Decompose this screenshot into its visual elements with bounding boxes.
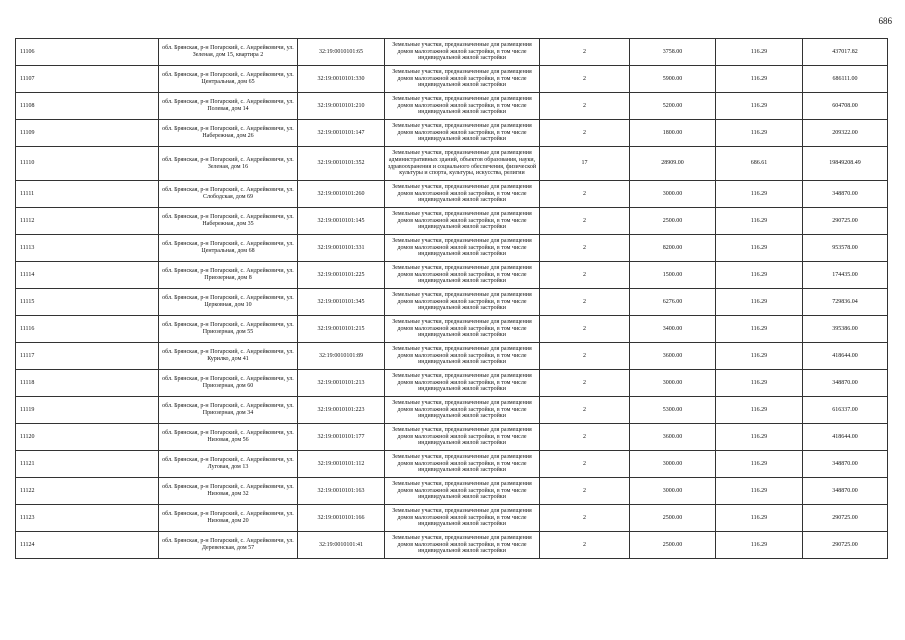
table-row (16, 397, 888, 424)
cadastral-value-cell: 953578.00 (803, 235, 888, 262)
table-row (16, 343, 888, 370)
group-cell: 2 (540, 181, 630, 208)
cadastral-number-cell: 32:19:0010101:352 (298, 147, 385, 181)
object-number-cell: 11120 (16, 424, 159, 451)
specific-value-cell: 116.29 (716, 343, 803, 370)
land-use-cell: Земельные участки, предназначенные для размещения домов малоэтажной жилой застройки, в том числе индивидуальной жилой застройки (385, 505, 540, 532)
land-use-cell: Земельные участки, предназначенные для размещения домов малоэтажной жилой застройки, в том числе индивидуальной жилой застройки (385, 66, 540, 93)
cadastral-number-cell: 32:19:0010101:223 (298, 397, 385, 424)
area-cell: 3600.00 (630, 343, 716, 370)
address-cell: обл. Брянская, р-н Погарский, с. Андрейковичи, ул. Деревенская, дом 57 (159, 532, 298, 559)
specific-value-cell: 116.29 (716, 424, 803, 451)
address-cell: обл. Брянская, р-н Погарский, с. Андрейковичи, ул. Полевая, дом 14 (159, 93, 298, 120)
object-number-cell: 11122 (16, 478, 159, 505)
table-row (16, 66, 888, 93)
address-cell: обл. Брянская, р-н Погарский, с. Андрейковичи, ул. Набережная, дом 26 (159, 120, 298, 147)
area-cell: 6276.00 (630, 289, 716, 316)
address-cell: обл. Брянская, р-н Погарский, с. Андрейковичи, ул. Набережная, дом 35 (159, 208, 298, 235)
specific-value-cell: 116.29 (716, 39, 803, 66)
cadastral-number-cell: 32:19:0010101:112 (298, 451, 385, 478)
specific-value-cell: 116.29 (716, 235, 803, 262)
group-cell: 2 (540, 262, 630, 289)
table-row (16, 289, 888, 316)
address-cell: обл. Брянская, р-н Погарский, с. Андрейковичи, ул. Центральная, дом 68 (159, 235, 298, 262)
table-row (16, 208, 888, 235)
group-cell: 17 (540, 147, 630, 181)
land-use-cell: Земельные участки, предназначенные для размещения домов малоэтажной жилой застройки, в том числе индивидуальной жилой застройки (385, 289, 540, 316)
table-row (16, 181, 888, 208)
area-cell: 3758.00 (630, 39, 716, 66)
land-use-cell: Земельные участки, предназначенные для размещения домов малоэтажной жилой застройки, в том числе индивидуальной жилой застройки (385, 262, 540, 289)
object-number-cell: 11115 (16, 289, 159, 316)
table-row (16, 370, 888, 397)
cadastral-number-cell: 32:19:0010101:145 (298, 208, 385, 235)
object-number-cell: 11118 (16, 370, 159, 397)
object-number-cell: 11124 (16, 532, 159, 559)
table-row (16, 262, 888, 289)
specific-value-cell: 116.29 (716, 181, 803, 208)
cadastral-value-table (15, 38, 888, 559)
cadastral-value-cell: 729836.04 (803, 289, 888, 316)
cadastral-value-cell: 616337.00 (803, 397, 888, 424)
address-cell: обл. Брянская, р-н Погарский, с. Андрейковичи, ул. Низовая, дом 20 (159, 505, 298, 532)
group-cell: 2 (540, 424, 630, 451)
cadastral-number-cell: 32:19:0010101:225 (298, 262, 385, 289)
area-cell: 2500.00 (630, 208, 716, 235)
specific-value-cell: 116.29 (716, 397, 803, 424)
cadastral-value-cell: 174435.00 (803, 262, 888, 289)
cadastral-value-cell: 604708.00 (803, 93, 888, 120)
area-cell: 3000.00 (630, 451, 716, 478)
land-use-cell: Земельные участки, предназначенные для размещения домов малоэтажной жилой застройки, в том числе индивидуальной жилой застройки (385, 343, 540, 370)
cadastral-value-cell: 437017.82 (803, 39, 888, 66)
table-row (16, 478, 888, 505)
cadastral-number-cell: 32:19:0010101:215 (298, 316, 385, 343)
cadastral-value-cell: 418644.00 (803, 424, 888, 451)
cadastral-number-cell: 32:19:0010101:163 (298, 478, 385, 505)
land-use-cell: Земельные участки, предназначенные для размещения домов малоэтажной жилой застройки, в том числе индивидуальной жилой застройки (385, 316, 540, 343)
area-cell: 3600.00 (630, 424, 716, 451)
area-cell: 28909.00 (630, 147, 716, 181)
group-cell: 2 (540, 289, 630, 316)
group-cell: 2 (540, 451, 630, 478)
group-cell: 2 (540, 316, 630, 343)
object-number-cell: 11107 (16, 66, 159, 93)
area-cell: 5900.00 (630, 66, 716, 93)
group-cell: 2 (540, 397, 630, 424)
address-cell: обл. Брянская, р-н Погарский, с. Андрейковичи, ул. Центральная, дом 65 (159, 66, 298, 93)
cadastral-value-cell: 290725.00 (803, 532, 888, 559)
group-cell: 2 (540, 532, 630, 559)
land-use-cell: Земельные участки, предназначенные для размещения домов малоэтажной жилой застройки, в том числе индивидуальной жилой застройки (385, 451, 540, 478)
cadastral-number-cell: 32:19:0010101:177 (298, 424, 385, 451)
specific-value-cell: 116.29 (716, 262, 803, 289)
address-cell: обл. Брянская, р-н Погарский, с. Андрейковичи, ул. Низовая, дом 32 (159, 478, 298, 505)
cadastral-value-cell: 348870.00 (803, 478, 888, 505)
address-cell: обл. Брянская, р-н Погарский, с. Андрейковичи, ул. Луговая, дом 13 (159, 451, 298, 478)
object-number-cell: 11111 (16, 181, 159, 208)
group-cell: 2 (540, 39, 630, 66)
object-number-cell: 11109 (16, 120, 159, 147)
group-cell: 2 (540, 66, 630, 93)
table-row (16, 532, 888, 559)
land-use-cell: Земельные участки, предназначенные для размещения домов малоэтажной жилой застройки, в том числе индивидуальной жилой застройки (385, 424, 540, 451)
object-number-cell: 11108 (16, 93, 159, 120)
specific-value-cell: 686.61 (716, 147, 803, 181)
land-use-cell: Земельные участки, предназначенные для размещения домов малоэтажной жилой застройки, в том числе индивидуальной жилой застройки (385, 478, 540, 505)
area-cell: 5300.00 (630, 397, 716, 424)
cadastral-number-cell: 32:19:0010101:41 (298, 532, 385, 559)
address-cell: обл. Брянская, р-н Погарский, с. Андрейковичи, ул. Приозерная, дом 55 (159, 316, 298, 343)
specific-value-cell: 116.29 (716, 66, 803, 93)
object-number-cell: 11117 (16, 343, 159, 370)
area-cell: 2500.00 (630, 532, 716, 559)
cadastral-value-cell: 395386.00 (803, 316, 888, 343)
cadastral-value-cell: 686111.00 (803, 66, 888, 93)
area-cell: 1800.00 (630, 120, 716, 147)
table-row (16, 39, 888, 66)
land-use-cell: Земельные участки, предназначенные для размещения домов малоэтажной жилой застройки, в том числе индивидуальной жилой застройки (385, 370, 540, 397)
object-number-cell: 11116 (16, 316, 159, 343)
specific-value-cell: 116.29 (716, 505, 803, 532)
table-body (16, 39, 888, 559)
specific-value-cell: 116.29 (716, 370, 803, 397)
cadastral-value-cell: 348870.00 (803, 370, 888, 397)
area-cell: 3000.00 (630, 370, 716, 397)
group-cell: 2 (540, 370, 630, 397)
table-row (16, 235, 888, 262)
cadastral-number-cell: 32:19:0010101:345 (298, 289, 385, 316)
cadastral-number-cell: 32:19:0010101:65 (298, 39, 385, 66)
cadastral-number-cell: 32:19:0010101:260 (298, 181, 385, 208)
address-cell: обл. Брянская, р-н Погарский, с. Андрейковичи, ул. Низовая, дом 56 (159, 424, 298, 451)
table-row (16, 316, 888, 343)
object-number-cell: 11106 (16, 39, 159, 66)
specific-value-cell: 116.29 (716, 532, 803, 559)
address-cell: обл. Брянская, р-н Погарский, с. Андрейковичи, ул. Слободская, дом 69 (159, 181, 298, 208)
object-number-cell: 11123 (16, 505, 159, 532)
group-cell: 2 (540, 505, 630, 532)
table-row (16, 424, 888, 451)
object-number-cell: 11112 (16, 208, 159, 235)
area-cell: 1500.00 (630, 262, 716, 289)
group-cell: 2 (540, 343, 630, 370)
land-use-cell: Земельные участки, предназначенные для размещения домов малоэтажной жилой застройки, в том числе индивидуальной жилой застройки (385, 397, 540, 424)
land-use-cell: Земельные участки, предназначенные для размещения домов малоэтажной жилой застройки, в том числе индивидуальной жилой застройки (385, 532, 540, 559)
cadastral-value-cell: 418644.00 (803, 343, 888, 370)
land-use-cell: Земельные участки, предназначенные для размещения домов малоэтажной жилой застройки, в том числе индивидуальной жилой застройки (385, 235, 540, 262)
land-use-cell: Земельные участки, предназначенные для размещения домов малоэтажной жилой застройки, в том числе индивидуальной жилой застройки (385, 39, 540, 66)
cadastral-number-cell: 32:19:0010101:330 (298, 66, 385, 93)
cadastral-number-cell: 32:19:0010101:213 (298, 370, 385, 397)
table-row (16, 451, 888, 478)
address-cell: обл. Брянская, р-н Погарский, с. Андрейковичи, ул. Курилко, дом 41 (159, 343, 298, 370)
group-cell: 2 (540, 235, 630, 262)
cadastral-number-cell: 32:19:0010101:331 (298, 235, 385, 262)
object-number-cell: 11121 (16, 451, 159, 478)
land-use-cell: Земельные участки, предназначенные для размещения домов малоэтажной жилой застройки, в том числе индивидуальной жилой застройки (385, 120, 540, 147)
area-cell: 8200.00 (630, 235, 716, 262)
cadastral-value-cell: 290725.00 (803, 505, 888, 532)
address-cell: обл. Брянская, р-н Погарский, с. Андрейковичи, ул. Зеленая, дом 16 (159, 147, 298, 181)
area-cell: 3000.00 (630, 478, 716, 505)
address-cell: обл. Брянская, р-н Погарский, с. Андрейковичи, ул. Приозерная, дом 8 (159, 262, 298, 289)
cadastral-number-cell: 32:19:0010101:89 (298, 343, 385, 370)
address-cell: обл. Брянская, р-н Погарский, с. Андрейковичи, ул. Приозерная, дом 34 (159, 397, 298, 424)
page-number: 686 (878, 16, 892, 26)
cadastral-value-cell: 348870.00 (803, 451, 888, 478)
specific-value-cell: 116.29 (716, 451, 803, 478)
specific-value-cell: 116.29 (716, 289, 803, 316)
table-row (16, 120, 888, 147)
specific-value-cell: 116.29 (716, 478, 803, 505)
specific-value-cell: 116.29 (716, 120, 803, 147)
area-cell: 2500.00 (630, 505, 716, 532)
area-cell: 3000.00 (630, 181, 716, 208)
table-row (16, 505, 888, 532)
group-cell: 2 (540, 120, 630, 147)
cadastral-number-cell: 32:19:0010101:166 (298, 505, 385, 532)
land-use-cell: Земельные участки, предназначенные для размещения домов малоэтажной жилой застройки, в том числе индивидуальной жилой застройки (385, 181, 540, 208)
cadastral-number-cell: 32:19:0010101:210 (298, 93, 385, 120)
area-cell: 3400.00 (630, 316, 716, 343)
land-use-cell: Земельные участки, предназначенные для размещения административных зданий, объектов образования, науки, здравоохранения и социального обеспечения, физической культуры и спорта, культуры, искусства, религии (385, 147, 540, 181)
area-cell: 5200.00 (630, 93, 716, 120)
object-number-cell: 11119 (16, 397, 159, 424)
cadastral-number-cell: 32:19:0010101:147 (298, 120, 385, 147)
object-number-cell: 11114 (16, 262, 159, 289)
group-cell: 2 (540, 208, 630, 235)
cadastral-value-cell: 290725.00 (803, 208, 888, 235)
group-cell: 2 (540, 93, 630, 120)
specific-value-cell: 116.29 (716, 316, 803, 343)
land-use-cell: Земельные участки, предназначенные для размещения домов малоэтажной жилой застройки, в том числе индивидуальной жилой застройки (385, 93, 540, 120)
object-number-cell: 11110 (16, 147, 159, 181)
table-row (16, 93, 888, 120)
cadastral-value-cell: 209322.00 (803, 120, 888, 147)
cadastral-value-cell: 19849208.49 (803, 147, 888, 181)
specific-value-cell: 116.29 (716, 208, 803, 235)
table-row (16, 147, 888, 181)
specific-value-cell: 116.29 (716, 93, 803, 120)
group-cell: 2 (540, 478, 630, 505)
address-cell: обл. Брянская, р-н Погарский, с. Андрейковичи, ул. Зеленая, дом 15, квартира 2 (159, 39, 298, 66)
land-use-cell: Земельные участки, предназначенные для размещения домов малоэтажной жилой застройки, в том числе индивидуальной жилой застройки (385, 208, 540, 235)
address-cell: обл. Брянская, р-н Погарский, с. Андрейковичи, ул. Приозерная, дом 60 (159, 370, 298, 397)
object-number-cell: 11113 (16, 235, 159, 262)
address-cell: обл. Брянская, р-н Погарский, с. Андрейковичи, ул. Церковная, дом 10 (159, 289, 298, 316)
cadastral-value-cell: 348870.00 (803, 181, 888, 208)
